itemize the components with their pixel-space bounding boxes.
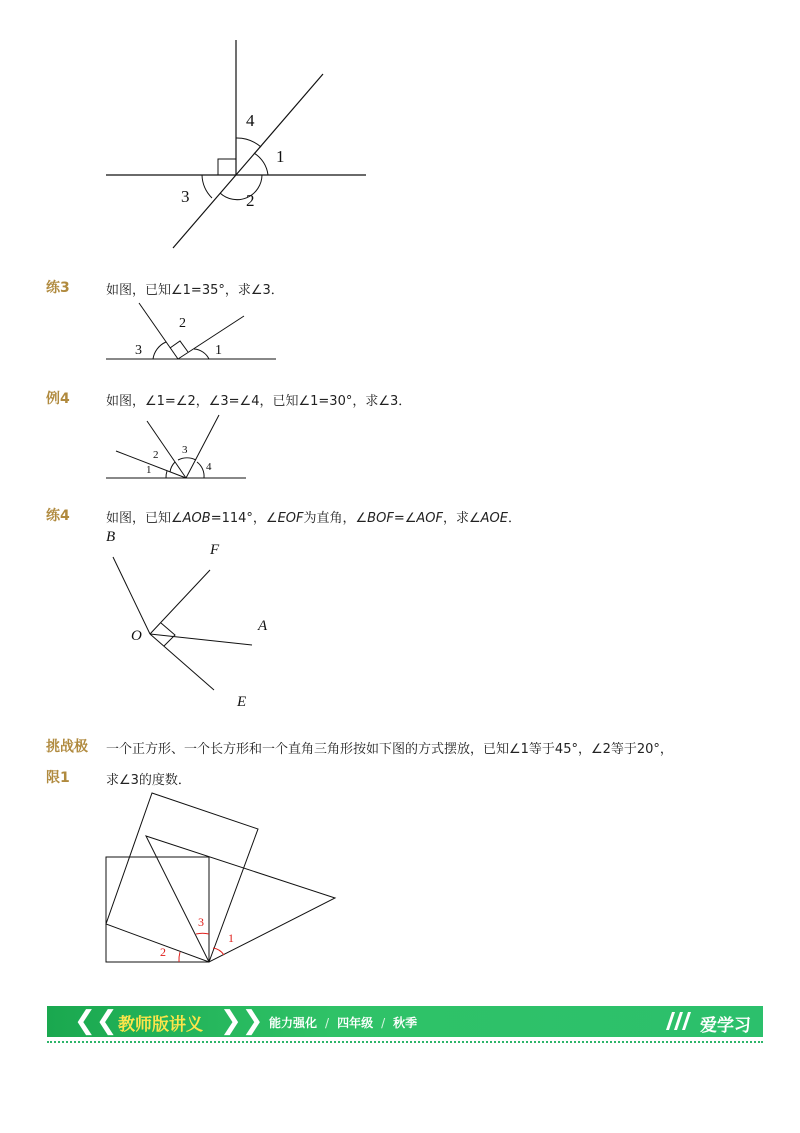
label-angle-3: 3 [198,915,204,929]
brand-logo-icon [664,1010,698,1032]
angle-arc-2 [179,952,180,962]
angle-name-eof: EOF [277,511,304,526]
footer-sub-item: 四年级 [337,1016,374,1030]
label-angle-2: 2 [160,945,166,959]
question-tag-challenge-line1: 挑战极 [46,739,88,755]
separator: / [381,1016,386,1030]
question-tag-li4: 例4 [46,391,70,407]
question-text-challenge-line1: 一个正方形、一个长方形和一个直角三角形按如下图的方式摆放，已知∠1等于45°，∠2等于20°， [106,742,673,757]
question-tag-lian4: 练4 [46,508,70,524]
text-part: 如图，已知∠ [106,511,183,526]
label-angle-1: 1 [276,147,285,166]
label-angle-4: 4 [246,111,255,130]
label-angle-2: 2 [153,449,159,461]
label-point-E: E [237,694,247,710]
label-angle-1: 1 [228,931,234,945]
label-angle-4: 4 [206,461,212,473]
label-angle-1: 1 [215,343,222,358]
question-tag-challenge-line2: 限1 [46,770,70,786]
question-text-challenge-line2: 求∠3的度数． [106,773,191,788]
angle-name-bof: BOF [367,511,394,526]
label-point-A: A [258,618,268,634]
text-part: ． [507,511,521,526]
label-angle-1: 1 [146,464,152,476]
angle-name-aof: AOF [416,511,443,526]
label-angle-3: 3 [135,343,142,358]
label-angle-3: 3 [181,187,190,206]
label-angle-2: 2 [179,316,186,331]
angle-name-aob: AOB [182,511,211,526]
label-point-F: F [210,542,220,558]
label-angle-2: 2 [246,191,255,210]
footer-title: 教师版讲义 [118,1015,203,1035]
angle-arc-1 [213,948,224,955]
separator: / [325,1016,330,1030]
brand-name: 爱学习 [700,1016,751,1036]
label-point-O: O [131,628,142,644]
label-point-B: B [106,529,116,545]
question-text-lian3: 如图，已知∠1=35°，求∠3． [106,283,284,298]
chevron-right-icon: ❯❯ [220,1006,264,1036]
footer-sub-item: 能力强化 [269,1016,318,1030]
question-text-li4: 如图，∠1=∠2，∠3=∠4，已知∠1=30°，求∠3． [106,394,412,409]
label-angle-3: 3 [182,444,188,456]
question-tag-lian3: 练3 [46,280,70,296]
rotated-rectangle [106,793,258,962]
text-part: 为直角，∠ [303,511,368,526]
square-shape [106,857,209,962]
footer-dotted-rule [47,1041,763,1043]
footer-subtitle [269,1014,417,1031]
text-part: ，求∠ [442,511,481,526]
chevron-left-icon: ❮❮ [74,1006,118,1036]
text-part: =114°，∠ [210,511,278,526]
angle-arc-3 [196,933,209,934]
text-part: =∠ [393,511,417,526]
right-triangle [146,836,335,962]
angle-name-aoe: AOE [480,511,508,526]
footer-sub-item: 秋季 [393,1016,418,1030]
